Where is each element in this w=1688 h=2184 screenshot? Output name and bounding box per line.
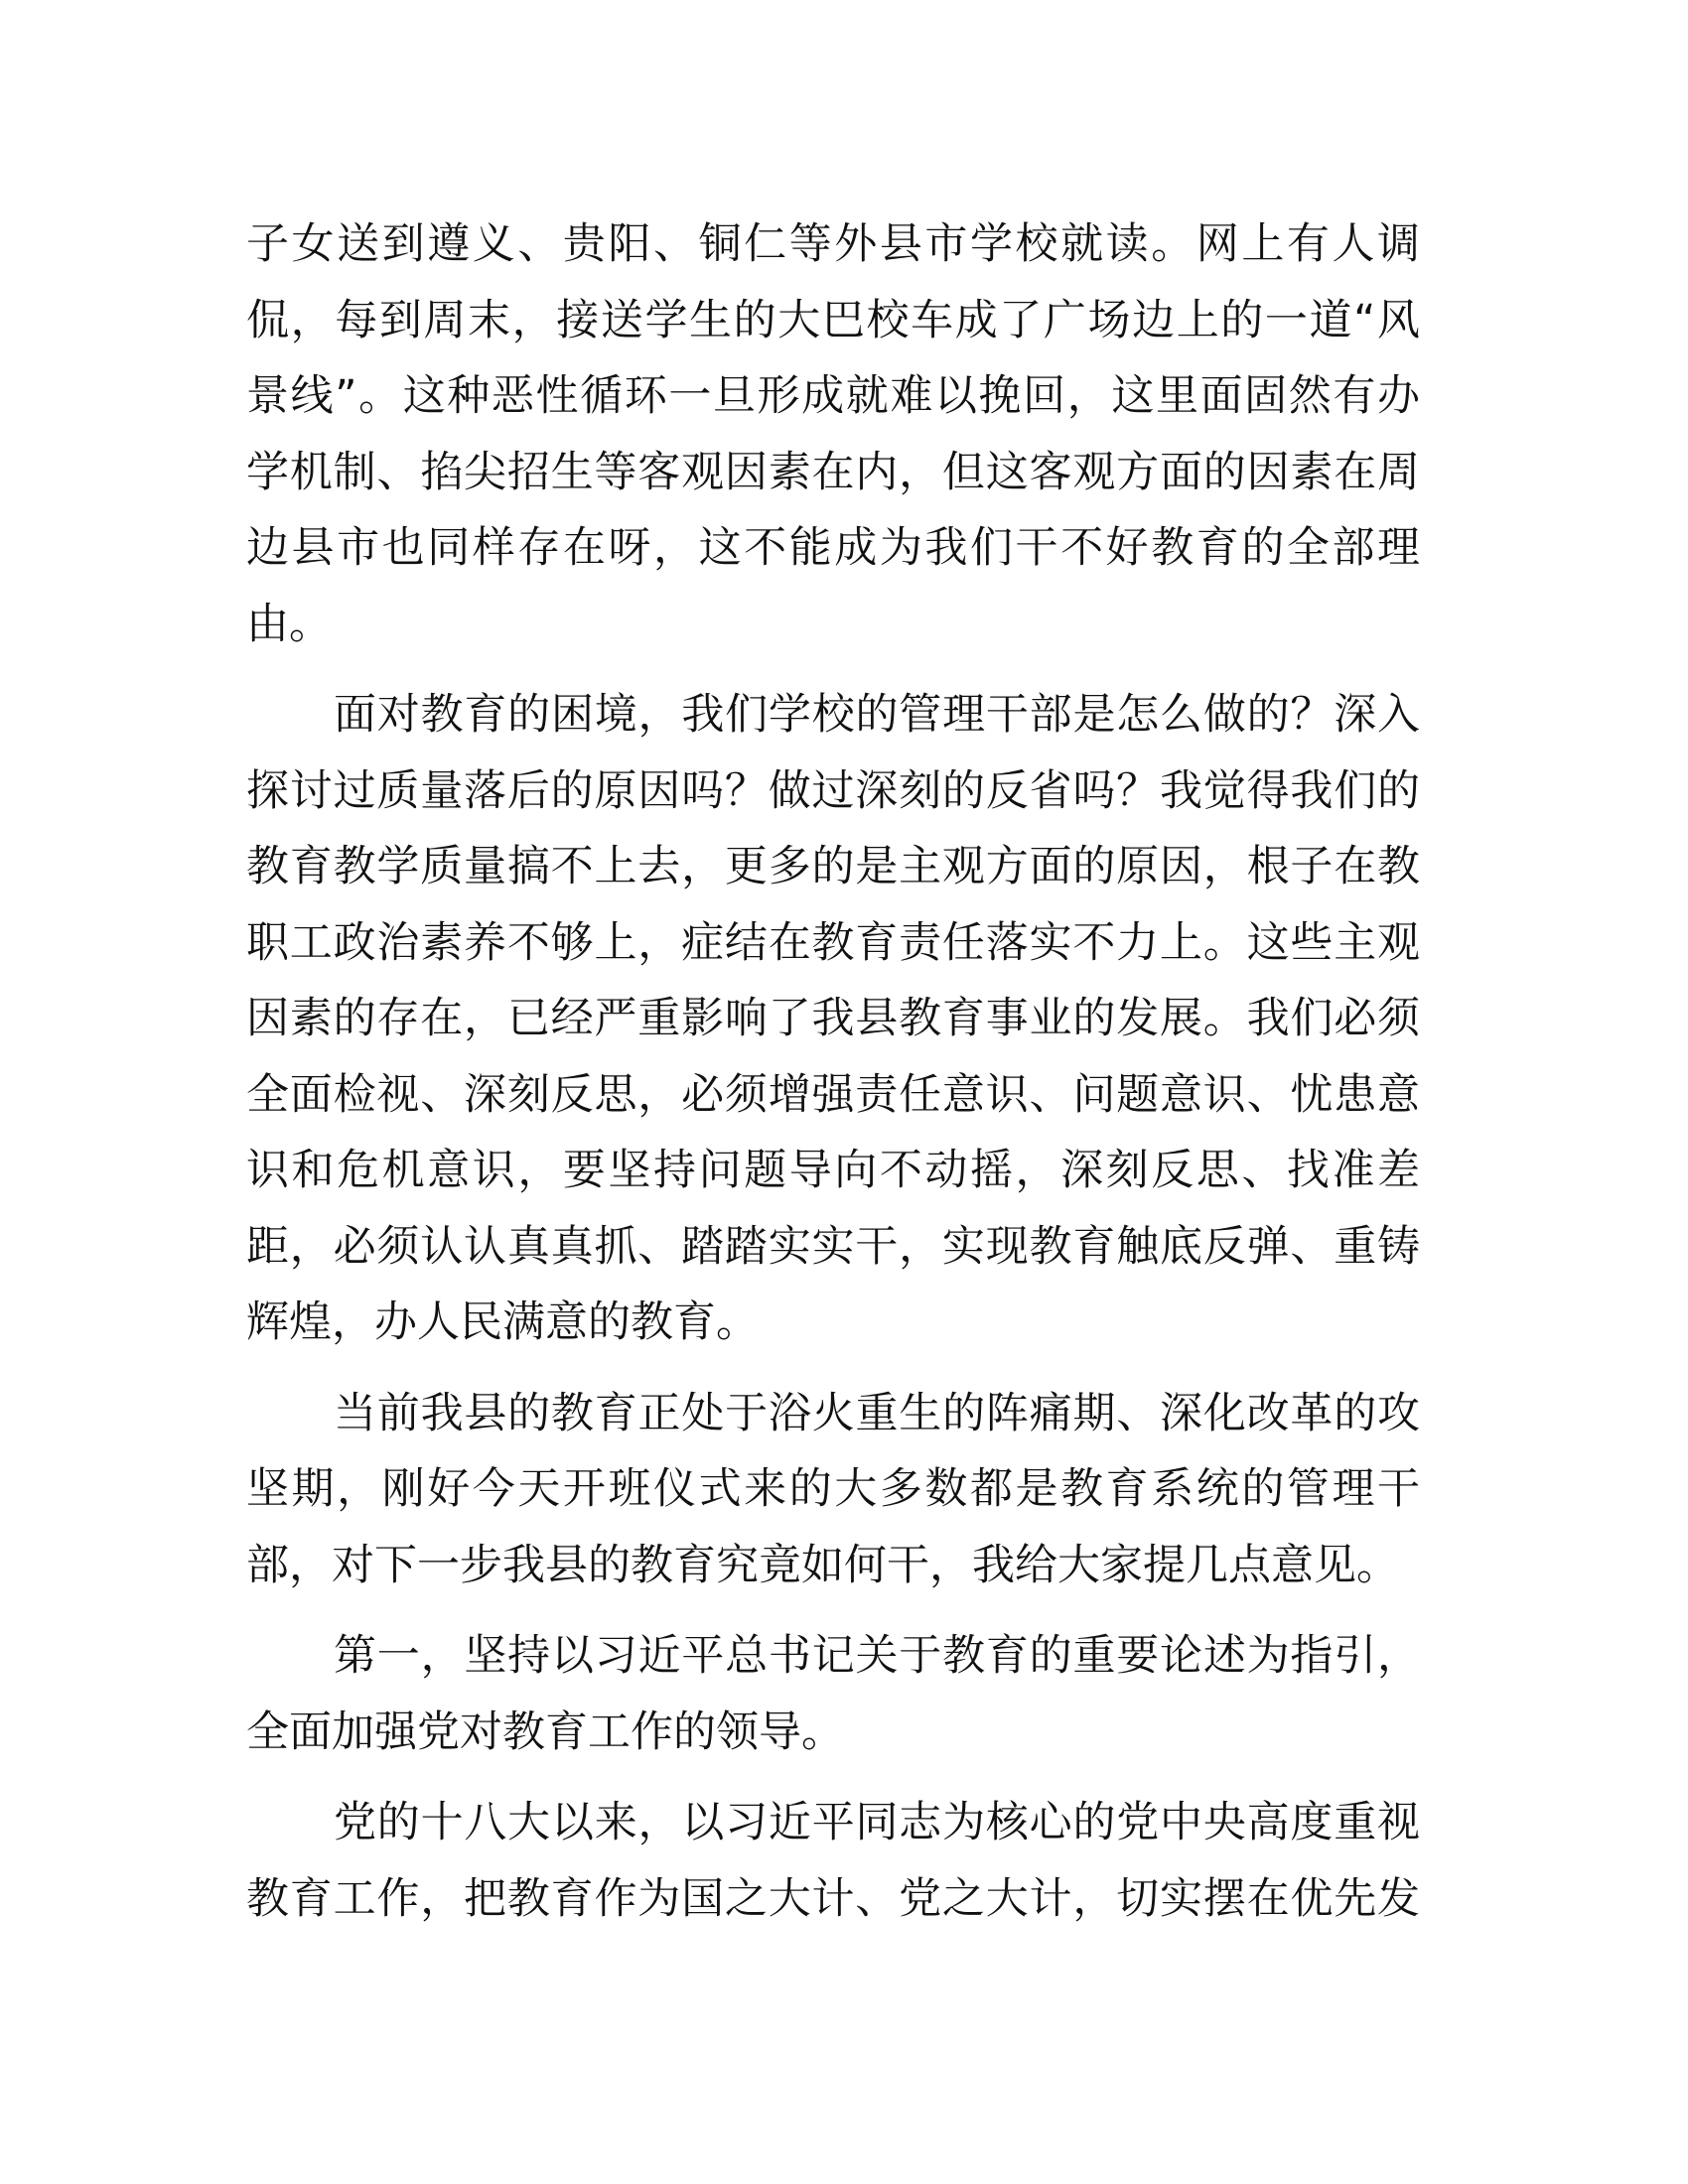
text-line: 面对教育的困境，我们学校的管理干部是怎么做的？深入 <box>334 690 1420 740</box>
text-line: 识和危机意识，要坚持问题导向不动摇，深刻反思、找准差 <box>246 1146 1420 1195</box>
text-line: 全面加强党对教育工作的领导。 <box>246 1706 844 1757</box>
paragraph <box>246 677 1420 1361</box>
text-line: 由。 <box>246 599 332 649</box>
text-line: 辉煌，办人民满意的教育。 <box>246 1297 759 1347</box>
text-line: 探讨过质量落后的原因吗？做过深刻的反省吗？我觉得我们的 <box>246 765 1420 816</box>
paragraph <box>246 206 1420 662</box>
text-line: 当前我县的教育正处于浴火重生的阵痛期、深化改革的攻 <box>334 1388 1420 1438</box>
text-line: 侃，每到周末，接送学生的大巴校车成了广场边上的一道“风 <box>246 295 1420 345</box>
paragraph <box>246 1785 1420 1937</box>
text-line: 职工政治素养不够上，症结在教育责任落实不力上。这些主观 <box>246 917 1420 968</box>
text-line: 部，对下一步我县的教育究竟如何干，我给大家提几点意见。 <box>246 1540 1399 1590</box>
document-page <box>246 206 1420 1952</box>
text-line: 教育教学质量搞不上去，更多的是主观方面的原因，根子在教 <box>246 842 1420 891</box>
text-line: 第一，坚持以习近平总书记关于教育的重要论述为指引， <box>334 1631 1420 1681</box>
text-line: 教育工作，把教育作为国之大计、党之大计，切实摆在优先发 <box>246 1873 1420 1924</box>
text-line: 党的十八大以来，以习近平同志为核心的党中央高度重视 <box>334 1798 1420 1847</box>
text-line: 景线”。这种恶性循环一旦形成就难以挽回，这里面固然有办 <box>246 371 1420 421</box>
text-line: 学机制、掐尖招生等客观因素在内，但这客观方面的因素在周 <box>246 447 1420 497</box>
text-line: 因素的存在，已经严重影响了我县教育事业的发展。我们必须 <box>246 994 1420 1043</box>
text-line: 边县市也同样存在呀，这不能成为我们干不好教育的全部理 <box>246 523 1420 573</box>
paragraph <box>246 1376 1420 1604</box>
text-line: 坚期，刚好今天开班仪式来的大多数都是教育系统的管理干 <box>246 1464 1420 1514</box>
text-line: 子女送到遵义、贵阳、铜仁等外县市学校就读。网上有人调 <box>246 219 1420 269</box>
text-line: 距，必须认认真真抓、踏踏实实干，实现教育触底反弹、重铸 <box>246 1221 1420 1272</box>
paragraph <box>246 1618 1420 1770</box>
text-line: 全面检视、深刻反思，必须增强责任意识、问题意识、忧患意 <box>246 1069 1420 1120</box>
